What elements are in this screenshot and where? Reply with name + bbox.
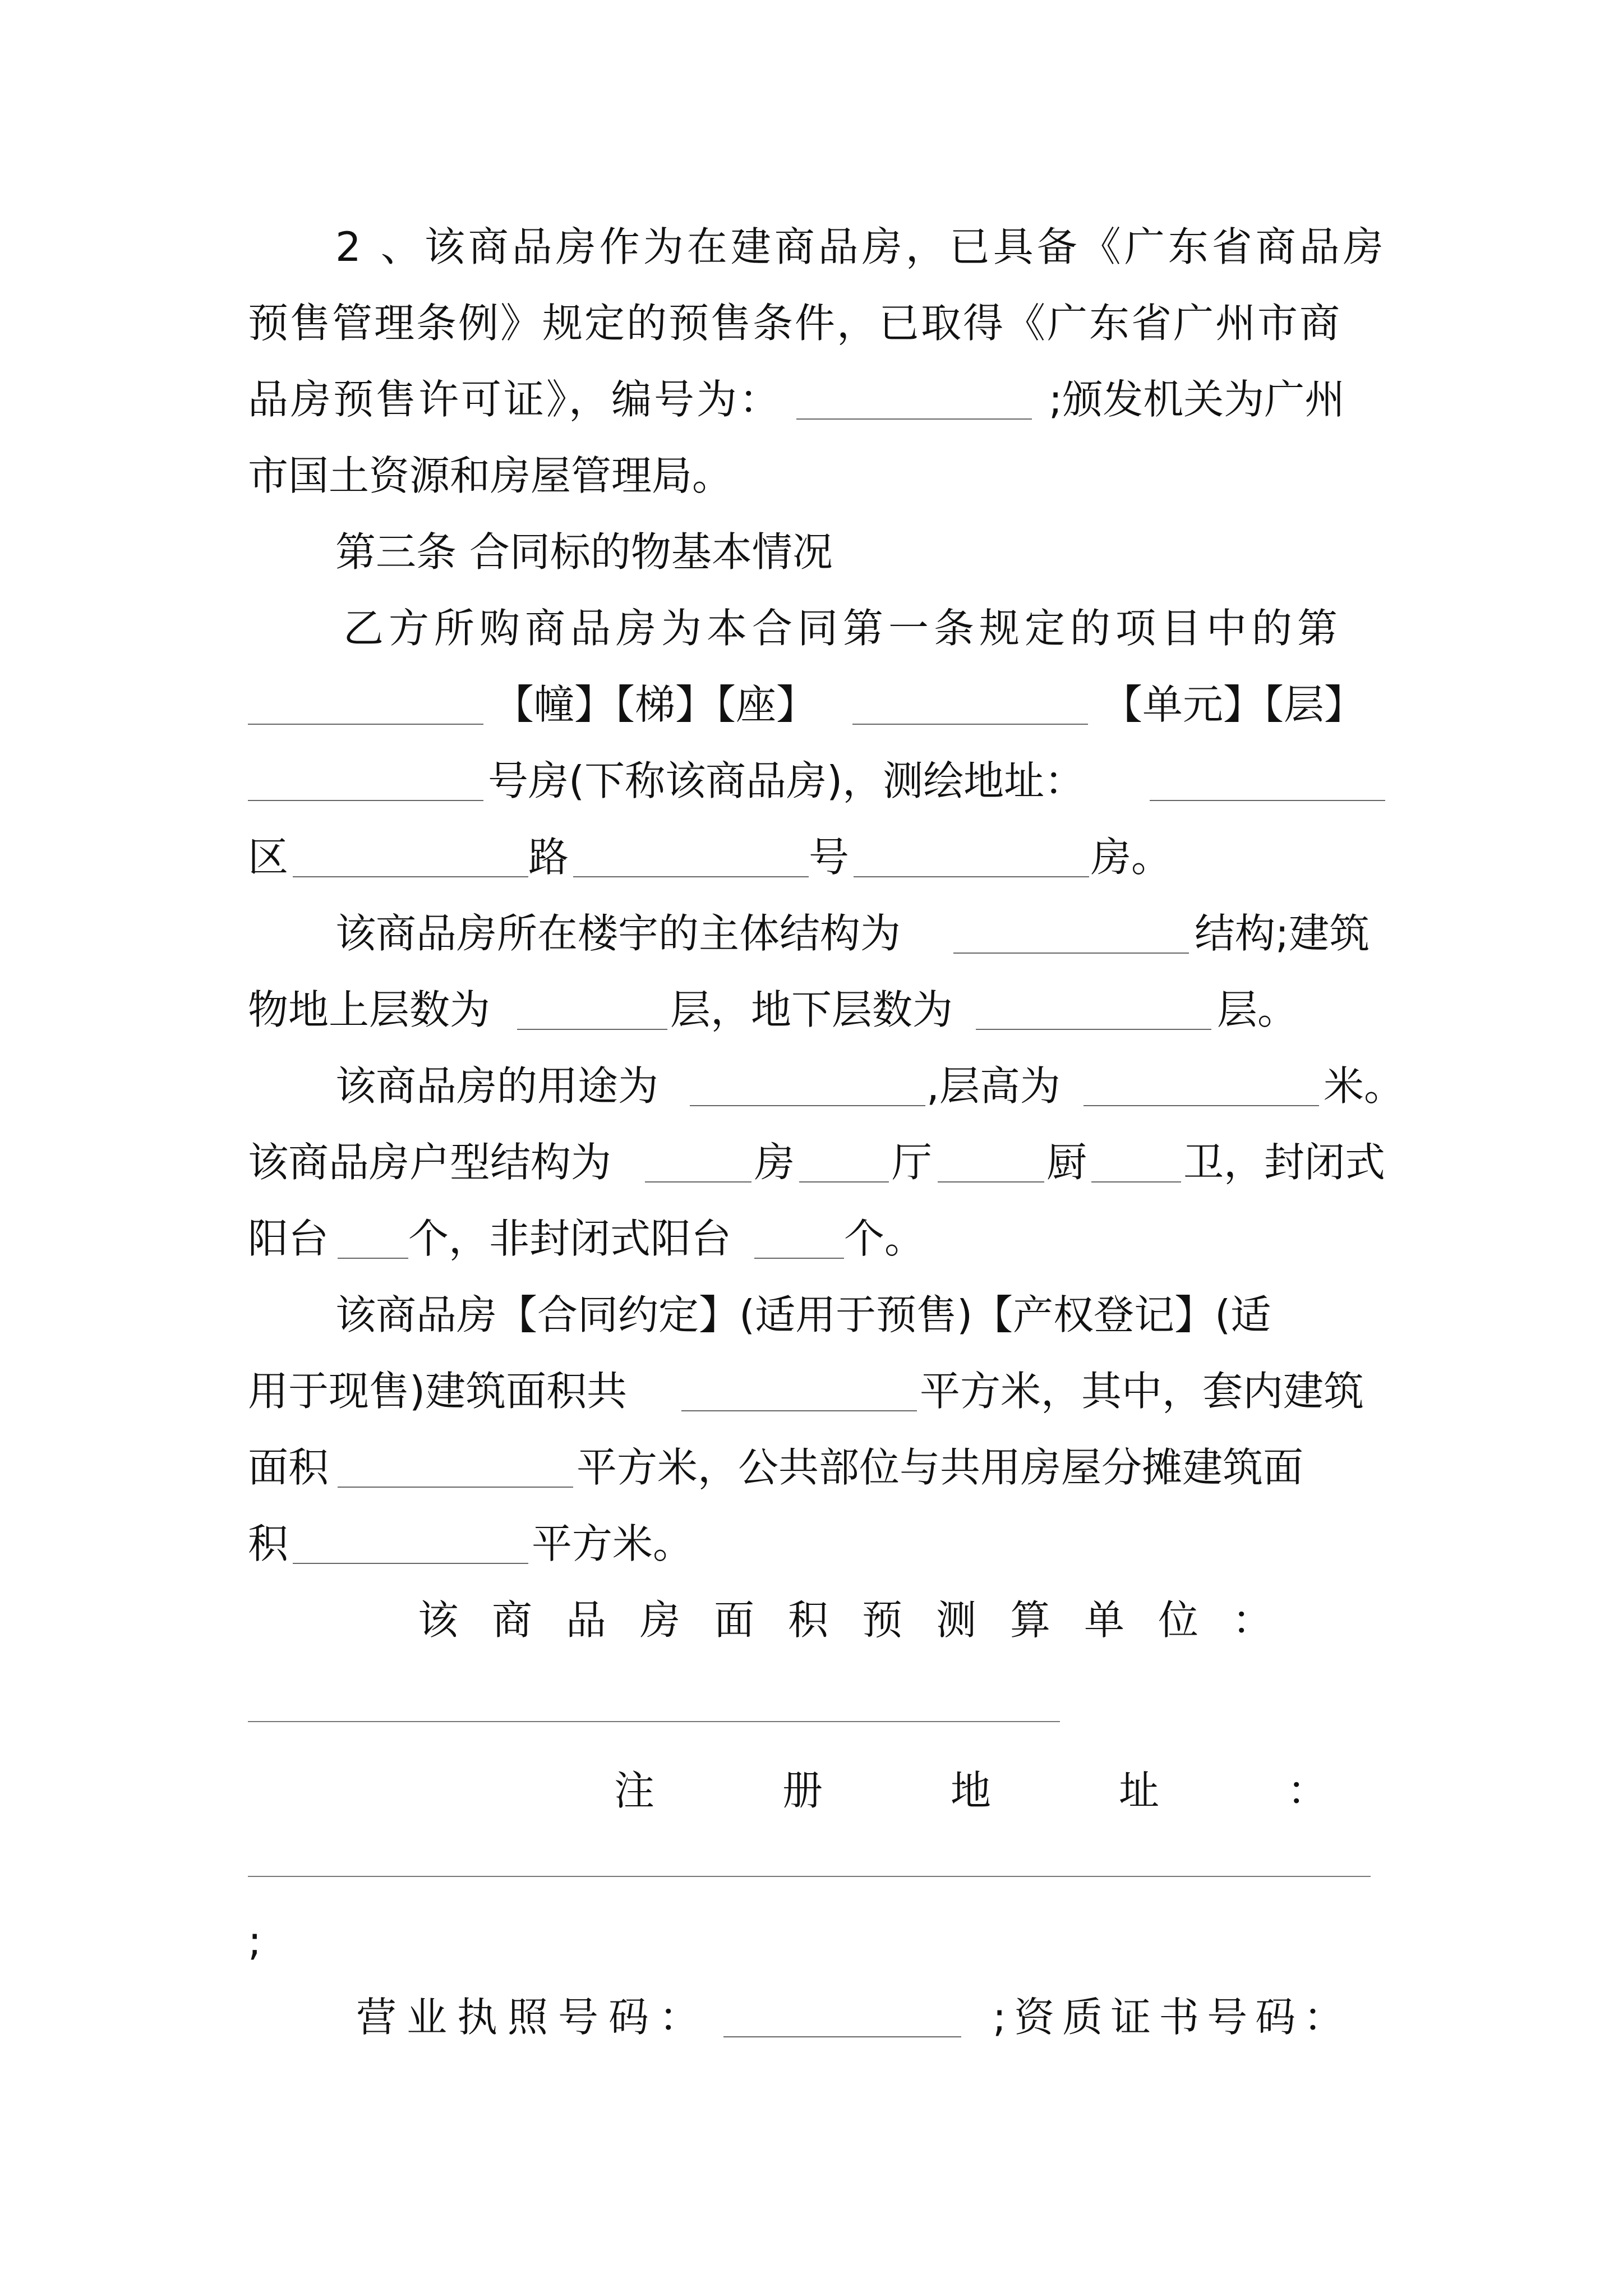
- para-line-14: [0, 1205, 1623, 1272]
- text: 路: [528, 834, 569, 881]
- text: ;资质证书号码：: [993, 1994, 1352, 2041]
- rooms-blank[interactable]: [645, 1181, 751, 1182]
- kitchens-blank[interactable]: [938, 1181, 1044, 1182]
- para-line-3: [0, 366, 1623, 433]
- para-line-4: [0, 442, 1623, 509]
- para-line-9: [0, 823, 1623, 891]
- text: 结构;建筑: [1195, 910, 1370, 957]
- text: 房。: [1091, 834, 1172, 881]
- halls-blank[interactable]: [799, 1181, 889, 1182]
- text: 号: [809, 834, 850, 881]
- floors-above-blank[interactable]: [517, 1029, 667, 1030]
- para-line-17: [0, 1434, 1623, 1501]
- text: 乙方所购商品房为本合同第一条规定的项目中的第: [343, 605, 1343, 652]
- usage-blank[interactable]: [690, 1105, 925, 1106]
- text: 个。: [844, 1215, 925, 1262]
- bathrooms-blank[interactable]: [1091, 1181, 1181, 1182]
- text: 注册地址：: [614, 1767, 1456, 1814]
- text: 物地上层数为: [248, 986, 491, 1033]
- text: 预售管理条例》规定的预售条件，已取得《广东省广州市商: [248, 300, 1342, 347]
- district-blank[interactable]: [293, 876, 528, 877]
- total-area-blank[interactable]: [681, 1410, 917, 1411]
- shared-area-blank[interactable]: [293, 1563, 528, 1564]
- floors-below-blank[interactable]: [976, 1029, 1211, 1030]
- text: 该商品房【合同约定】(适用于预售)【产权登记】(适: [335, 1291, 1271, 1338]
- text: 用于现售)建筑面积共: [248, 1368, 628, 1415]
- text: 该商品房户型结构为: [248, 1139, 612, 1186]
- inner-area-blank[interactable]: [338, 1487, 573, 1488]
- para-line-22: [0, 1984, 1623, 2051]
- text: 面积: [248, 1444, 329, 1491]
- para-line-8: [0, 747, 1623, 815]
- text: 区: [248, 834, 289, 881]
- text: 个，非封闭式阳台: [408, 1215, 732, 1262]
- text: 2 、该商品房作为在建商品房，已具备《广东省商品房: [335, 223, 1387, 270]
- survey-address-blank[interactable]: [1150, 800, 1385, 801]
- text: 营业执照号码：: [356, 1994, 710, 2041]
- section-title: 第三条 合同标的物基本情况: [335, 528, 833, 576]
- text: 品房预售许可证》，编号为：: [248, 376, 782, 423]
- unit-blank[interactable]: [852, 724, 1088, 725]
- open-balcony-blank[interactable]: [754, 1258, 844, 1259]
- text: ,层高为: [926, 1062, 1061, 1110]
- para-line-1: [0, 213, 1623, 280]
- text: 该商品房的用途为: [335, 1062, 659, 1110]
- para-line-10: [0, 900, 1623, 967]
- para-line-13: [0, 1129, 1623, 1196]
- text: 厨: [1046, 1139, 1087, 1186]
- text: 阳台: [248, 1215, 329, 1262]
- section-heading: [0, 518, 1623, 586]
- text: 该商品房面积预测算单位：: [418, 1596, 1307, 1644]
- text: 房: [754, 1139, 795, 1186]
- para-line-19: [0, 1586, 1623, 1654]
- text: 层。: [1217, 986, 1298, 1033]
- text: 平方米，其中，套内建筑: [920, 1368, 1364, 1415]
- text: ;: [248, 1917, 262, 1964]
- para-line-15: [0, 1281, 1623, 1349]
- survey-unit-blank[interactable]: [248, 1721, 1060, 1722]
- number-blank[interactable]: [854, 876, 1089, 877]
- text: 平方米，公共部位与共用房屋分摊建筑面: [577, 1444, 1304, 1491]
- para-line-16: [0, 1358, 1623, 1425]
- para-line-20: [0, 1757, 1623, 1824]
- structure-blank[interactable]: [953, 953, 1189, 954]
- text: 厅: [892, 1139, 933, 1186]
- para-line-2: [0, 289, 1623, 357]
- enclosed-balcony-blank[interactable]: [338, 1258, 408, 1259]
- text: 市国土资源和房屋管理局。: [248, 452, 733, 499]
- text: 米。: [1324, 1062, 1405, 1110]
- road-blank[interactable]: [573, 876, 809, 877]
- text: 【幢】【梯】【座】: [494, 681, 817, 728]
- height-blank[interactable]: [1083, 1105, 1319, 1106]
- text: 平方米。: [532, 1520, 694, 1567]
- text: 卫，封闭式: [1183, 1139, 1386, 1186]
- para-line-7: [0, 671, 1623, 738]
- text: 层，地下层数为: [670, 986, 953, 1033]
- para-line-12: [0, 1052, 1623, 1120]
- text: 该商品房所在楼宇的主体结构为: [335, 910, 901, 957]
- para-line-11: [0, 976, 1623, 1043]
- permit-number-blank[interactable]: [796, 418, 1032, 420]
- registered-address-blank[interactable]: [248, 1876, 1371, 1877]
- text: 【单元】【层】: [1102, 681, 1365, 728]
- building-blank[interactable]: [248, 724, 483, 725]
- room-blank[interactable]: [248, 800, 483, 801]
- text: ;颁发机关为广州: [1049, 376, 1345, 423]
- para-line-6: [0, 595, 1623, 662]
- para-line-21: [0, 1907, 1623, 1975]
- license-number-blank[interactable]: [723, 2036, 961, 2037]
- text: 积: [248, 1520, 289, 1567]
- para-line-18: [0, 1510, 1623, 1577]
- text: 号房(下称该商品房)，测绘地址：: [488, 757, 1085, 804]
